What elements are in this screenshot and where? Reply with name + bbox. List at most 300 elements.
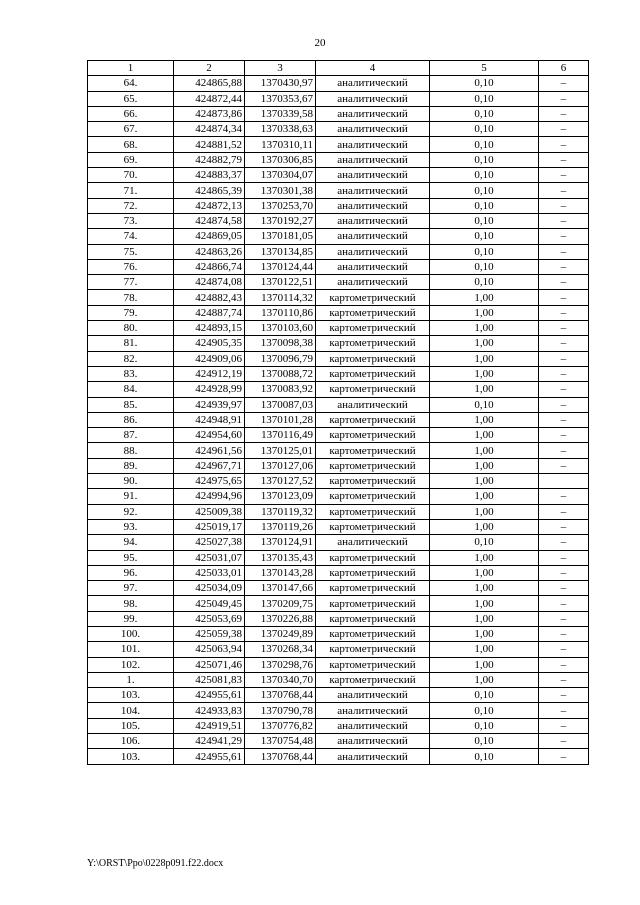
point-number-cell: 77. [88,275,174,290]
point-number-cell: 96. [88,565,174,580]
y-coordinate-cell: 1370101,28 [245,412,316,427]
y-coordinate-cell: 1370339,58 [245,106,316,121]
header-cell: 6 [539,61,589,76]
table-row [88,259,589,274]
x-coordinate-cell: 424865,39 [174,183,245,198]
y-coordinate-cell: 1370088,72 [245,366,316,381]
point-number-cell: 93. [88,519,174,534]
note-cell: – [539,76,589,91]
y-coordinate-cell: 1370124,44 [245,259,316,274]
x-coordinate-cell: 424893,15 [174,321,245,336]
note-cell: – [539,581,589,596]
method-cell: аналитический [316,259,430,274]
point-number-cell: 92. [88,504,174,519]
coordinates-table [87,60,589,765]
method-cell: картометрический [316,290,430,305]
accuracy-cell: 0,10 [430,183,539,198]
point-number-cell: 101. [88,642,174,657]
method-cell: картометрический [316,672,430,687]
point-number-cell: 84. [88,382,174,397]
table-row [88,474,589,489]
point-number-cell: 102. [88,657,174,672]
note-cell: – [539,489,589,504]
accuracy-cell: 1,00 [430,626,539,641]
accuracy-cell: 1,00 [430,321,539,336]
table-row [88,657,589,672]
note-cell: – [539,290,589,305]
table-row [88,122,589,137]
y-coordinate-cell: 1370103,60 [245,321,316,336]
y-coordinate-cell: 1370249,89 [245,626,316,641]
y-coordinate-cell: 1370119,26 [245,519,316,534]
x-coordinate-cell: 424912,19 [174,366,245,381]
method-cell: аналитический [316,152,430,167]
table-row [88,91,589,106]
method-cell: картометрический [316,443,430,458]
table-row [88,458,589,473]
note-cell: – [539,91,589,106]
accuracy-cell: 1,00 [430,581,539,596]
x-coordinate-cell: 424975,65 [174,474,245,489]
x-coordinate-cell: 424865,88 [174,76,245,91]
note-cell: – [539,428,589,443]
table-row [88,290,589,305]
accuracy-cell: 1,00 [430,672,539,687]
note-cell: – [539,198,589,213]
y-coordinate-cell: 1370768,44 [245,749,316,764]
x-coordinate-cell: 424994,96 [174,489,245,504]
note-cell: – [539,734,589,749]
point-number-cell: 86. [88,412,174,427]
table-row [88,428,589,443]
table-body [88,76,589,764]
accuracy-cell: 0,10 [430,213,539,228]
note-cell: – [539,321,589,336]
x-coordinate-cell: 424874,08 [174,275,245,290]
note-cell: – [539,550,589,565]
y-coordinate-cell: 1370192,27 [245,213,316,228]
point-number-cell: 66. [88,106,174,121]
y-coordinate-cell: 1370790,78 [245,703,316,718]
accuracy-cell: 0,10 [430,734,539,749]
y-coordinate-cell: 1370147,66 [245,581,316,596]
y-coordinate-cell: 1370119,32 [245,504,316,519]
table-row [88,749,589,764]
point-number-cell: 88. [88,443,174,458]
method-cell: аналитический [316,137,430,152]
method-cell: аналитический [316,198,430,213]
note-cell: – [539,535,589,550]
note-cell: – [539,443,589,458]
method-cell: аналитический [316,76,430,91]
x-coordinate-cell: 425027,38 [174,535,245,550]
note-cell: – [539,672,589,687]
method-cell: аналитический [316,535,430,550]
point-number-cell: 74. [88,229,174,244]
point-number-cell: 90. [88,474,174,489]
table-row [88,244,589,259]
accuracy-cell: 0,10 [430,535,539,550]
method-cell: картометрический [316,474,430,489]
x-coordinate-cell: 424872,44 [174,91,245,106]
note-cell: – [539,137,589,152]
accuracy-cell: 1,00 [430,382,539,397]
y-coordinate-cell: 1370226,88 [245,611,316,626]
x-coordinate-cell: 424882,79 [174,152,245,167]
note-cell: – [539,703,589,718]
y-coordinate-cell: 1370301,38 [245,183,316,198]
accuracy-cell: 1,00 [430,642,539,657]
point-number-cell: 87. [88,428,174,443]
method-cell: картометрический [316,412,430,427]
y-coordinate-cell: 1370181,05 [245,229,316,244]
x-coordinate-cell: 425019,17 [174,519,245,534]
accuracy-cell: 1,00 [430,550,539,565]
method-cell: картометрический [316,565,430,580]
y-coordinate-cell: 1370340,70 [245,672,316,687]
y-coordinate-cell: 1370776,82 [245,718,316,733]
accuracy-cell: 0,10 [430,688,539,703]
note-cell: – [539,412,589,427]
footer-file-path: Y:\ORST\Ppo\0228p091.f22.docx [87,858,224,869]
table-row [88,229,589,244]
point-number-cell: 81. [88,336,174,351]
table-row [88,305,589,320]
note-cell: – [539,305,589,320]
point-number-cell: 68. [88,137,174,152]
method-cell: аналитический [316,122,430,137]
y-coordinate-cell: 1370124,91 [245,535,316,550]
x-coordinate-cell: 425033,01 [174,565,245,580]
y-coordinate-cell: 1370353,67 [245,91,316,106]
y-coordinate-cell: 1370209,75 [245,596,316,611]
table-row [88,412,589,427]
y-coordinate-cell: 1370110,86 [245,305,316,320]
x-coordinate-cell: 425049,45 [174,596,245,611]
note-cell: – [539,183,589,198]
accuracy-cell: 0,10 [430,106,539,121]
header-cell: 5 [430,61,539,76]
x-coordinate-cell: 424954,60 [174,428,245,443]
method-cell: картометрический [316,626,430,641]
table-header-row [88,61,589,76]
method-cell: картометрический [316,366,430,381]
table-row [88,489,589,504]
note-cell: – [539,626,589,641]
method-cell: картометрический [316,336,430,351]
header-cell: 3 [245,61,316,76]
accuracy-cell: 1,00 [430,351,539,366]
accuracy-cell: 0,10 [430,198,539,213]
point-number-cell: 89. [88,458,174,473]
x-coordinate-cell: 425031,07 [174,550,245,565]
method-cell: аналитический [316,734,430,749]
x-coordinate-cell: 424967,71 [174,458,245,473]
method-cell: аналитический [316,244,430,259]
table-row [88,703,589,718]
table-row [88,275,589,290]
y-coordinate-cell: 1370127,52 [245,474,316,489]
point-number-cell: 64. [88,76,174,91]
y-coordinate-cell: 1370253,70 [245,198,316,213]
table-row [88,596,589,611]
accuracy-cell: 1,00 [430,489,539,504]
method-cell: аналитический [316,397,430,412]
y-coordinate-cell: 1370135,43 [245,550,316,565]
point-number-cell: 82. [88,351,174,366]
note-cell [539,474,589,489]
note-cell: – [539,366,589,381]
accuracy-cell: 0,10 [430,718,539,733]
method-cell: аналитический [316,275,430,290]
accuracy-cell: 1,00 [430,611,539,626]
y-coordinate-cell: 1370310,11 [245,137,316,152]
accuracy-cell: 1,00 [430,458,539,473]
method-cell: картометрический [316,581,430,596]
method-cell: картометрический [316,458,430,473]
table-row [88,183,589,198]
accuracy-cell: 0,10 [430,76,539,91]
table-row [88,382,589,397]
point-number-cell: 99. [88,611,174,626]
table-row [88,519,589,534]
accuracy-cell: 1,00 [430,474,539,489]
point-number-cell: 79. [88,305,174,320]
y-coordinate-cell: 1370098,38 [245,336,316,351]
table-row [88,504,589,519]
accuracy-cell: 0,10 [430,152,539,167]
y-coordinate-cell: 1370430,97 [245,76,316,91]
accuracy-cell: 0,10 [430,749,539,764]
point-number-cell: 98. [88,596,174,611]
y-coordinate-cell: 1370116,49 [245,428,316,443]
accuracy-cell: 1,00 [430,657,539,672]
point-number-cell: 72. [88,198,174,213]
point-number-cell: 91. [88,489,174,504]
table-row [88,106,589,121]
accuracy-cell: 0,10 [430,91,539,106]
note-cell: – [539,718,589,733]
x-coordinate-cell: 424948,91 [174,412,245,427]
method-cell: картометрический [316,519,430,534]
x-coordinate-cell: 424955,61 [174,688,245,703]
method-cell: картометрический [316,382,430,397]
x-coordinate-cell: 424961,56 [174,443,245,458]
method-cell: аналитический [316,213,430,228]
accuracy-cell: 0,10 [430,259,539,274]
y-coordinate-cell: 1370143,28 [245,565,316,580]
method-cell: картометрический [316,657,430,672]
point-number-cell: 83. [88,366,174,381]
note-cell: – [539,565,589,580]
table-row [88,397,589,412]
accuracy-cell: 1,00 [430,428,539,443]
table-row [88,734,589,749]
note-cell: – [539,382,589,397]
note-cell: – [539,688,589,703]
note-cell: – [539,642,589,657]
note-cell: – [539,351,589,366]
accuracy-cell: 1,00 [430,412,539,427]
accuracy-cell: 1,00 [430,305,539,320]
x-coordinate-cell: 425059,38 [174,626,245,641]
y-coordinate-cell: 1370338,63 [245,122,316,137]
x-coordinate-cell: 424881,52 [174,137,245,152]
accuracy-cell: 0,10 [430,168,539,183]
x-coordinate-cell: 425081,83 [174,672,245,687]
table-row [88,168,589,183]
x-coordinate-cell: 424909,06 [174,351,245,366]
point-number-cell: 103. [88,688,174,703]
point-number-cell: 103. [88,749,174,764]
note-cell: – [539,259,589,274]
x-coordinate-cell: 424928,99 [174,382,245,397]
x-coordinate-cell: 424905,35 [174,336,245,351]
accuracy-cell: 1,00 [430,565,539,580]
table-row [88,443,589,458]
point-number-cell: 1. [88,672,174,687]
y-coordinate-cell: 1370087,03 [245,397,316,412]
note-cell: – [539,244,589,259]
method-cell: картометрический [316,611,430,626]
note-cell: – [539,336,589,351]
accuracy-cell: 1,00 [430,519,539,534]
point-number-cell: 67. [88,122,174,137]
method-cell: аналитический [316,183,430,198]
method-cell: картометрический [316,321,430,336]
point-number-cell: 75. [88,244,174,259]
note-cell: – [539,749,589,764]
method-cell: картометрический [316,504,430,519]
y-coordinate-cell: 1370754,48 [245,734,316,749]
x-coordinate-cell: 424882,43 [174,290,245,305]
accuracy-cell: 0,10 [430,137,539,152]
x-coordinate-cell: 425009,38 [174,504,245,519]
x-coordinate-cell: 425063,94 [174,642,245,657]
note-cell: – [539,458,589,473]
method-cell: аналитический [316,229,430,244]
y-coordinate-cell: 1370127,06 [245,458,316,473]
table-row [88,642,589,657]
accuracy-cell: 0,10 [430,397,539,412]
table-row [88,198,589,213]
header-cell: 4 [316,61,430,76]
point-number-cell: 97. [88,581,174,596]
point-number-cell: 78. [88,290,174,305]
x-coordinate-cell: 424933,83 [174,703,245,718]
x-coordinate-cell: 424863,26 [174,244,245,259]
y-coordinate-cell: 1370125,01 [245,443,316,458]
point-number-cell: 76. [88,259,174,274]
header-cell: 2 [174,61,245,76]
table-row [88,688,589,703]
point-number-cell: 85. [88,397,174,412]
method-cell: картометрический [316,550,430,565]
table-row [88,76,589,91]
y-coordinate-cell: 1370114,32 [245,290,316,305]
method-cell: аналитический [316,703,430,718]
x-coordinate-cell: 424883,37 [174,168,245,183]
note-cell: – [539,122,589,137]
note-cell: – [539,504,589,519]
method-cell: аналитический [316,749,430,764]
method-cell: аналитический [316,688,430,703]
accuracy-cell: 0,10 [430,275,539,290]
accuracy-cell: 0,10 [430,244,539,259]
table-row [88,672,589,687]
note-cell: – [539,397,589,412]
method-cell: картометрический [316,642,430,657]
note-cell: – [539,275,589,290]
y-coordinate-cell: 1370096,79 [245,351,316,366]
accuracy-cell: 0,10 [430,229,539,244]
header-cell: 1 [88,61,174,76]
accuracy-cell: 1,00 [430,366,539,381]
method-cell: аналитический [316,718,430,733]
accuracy-cell: 1,00 [430,336,539,351]
table-row [88,550,589,565]
y-coordinate-cell: 1370306,85 [245,152,316,167]
point-number-cell: 94. [88,535,174,550]
x-coordinate-cell: 424874,34 [174,122,245,137]
point-number-cell: 100. [88,626,174,641]
x-coordinate-cell: 424955,61 [174,749,245,764]
table-row [88,611,589,626]
point-number-cell: 71. [88,183,174,198]
x-coordinate-cell: 424919,51 [174,718,245,733]
point-number-cell: 104. [88,703,174,718]
x-coordinate-cell: 424869,05 [174,229,245,244]
accuracy-cell: 1,00 [430,596,539,611]
table-row [88,366,589,381]
accuracy-cell: 0,10 [430,703,539,718]
point-number-cell: 105. [88,718,174,733]
method-cell: картометрический [316,428,430,443]
x-coordinate-cell: 424872,13 [174,198,245,213]
accuracy-cell: 1,00 [430,504,539,519]
table-row [88,565,589,580]
y-coordinate-cell: 1370768,44 [245,688,316,703]
y-coordinate-cell: 1370083,92 [245,382,316,397]
method-cell: аналитический [316,168,430,183]
x-coordinate-cell: 425053,69 [174,611,245,626]
point-number-cell: 106. [88,734,174,749]
point-number-cell: 73. [88,213,174,228]
note-cell: – [539,519,589,534]
point-number-cell: 80. [88,321,174,336]
point-number-cell: 70. [88,168,174,183]
accuracy-cell: 0,10 [430,122,539,137]
note-cell: – [539,168,589,183]
method-cell: аналитический [316,91,430,106]
note-cell: – [539,229,589,244]
y-coordinate-cell: 1370123,09 [245,489,316,504]
table-row [88,581,589,596]
x-coordinate-cell: 425071,46 [174,657,245,672]
method-cell: аналитический [316,106,430,121]
table-row [88,213,589,228]
table-row [88,336,589,351]
method-cell: картометрический [316,489,430,504]
y-coordinate-cell: 1370122,51 [245,275,316,290]
y-coordinate-cell: 1370134,85 [245,244,316,259]
method-cell: картометрический [316,305,430,320]
y-coordinate-cell: 1370268,34 [245,642,316,657]
x-coordinate-cell: 424887,74 [174,305,245,320]
table-row [88,152,589,167]
x-coordinate-cell: 424941,29 [174,734,245,749]
table-row [88,718,589,733]
